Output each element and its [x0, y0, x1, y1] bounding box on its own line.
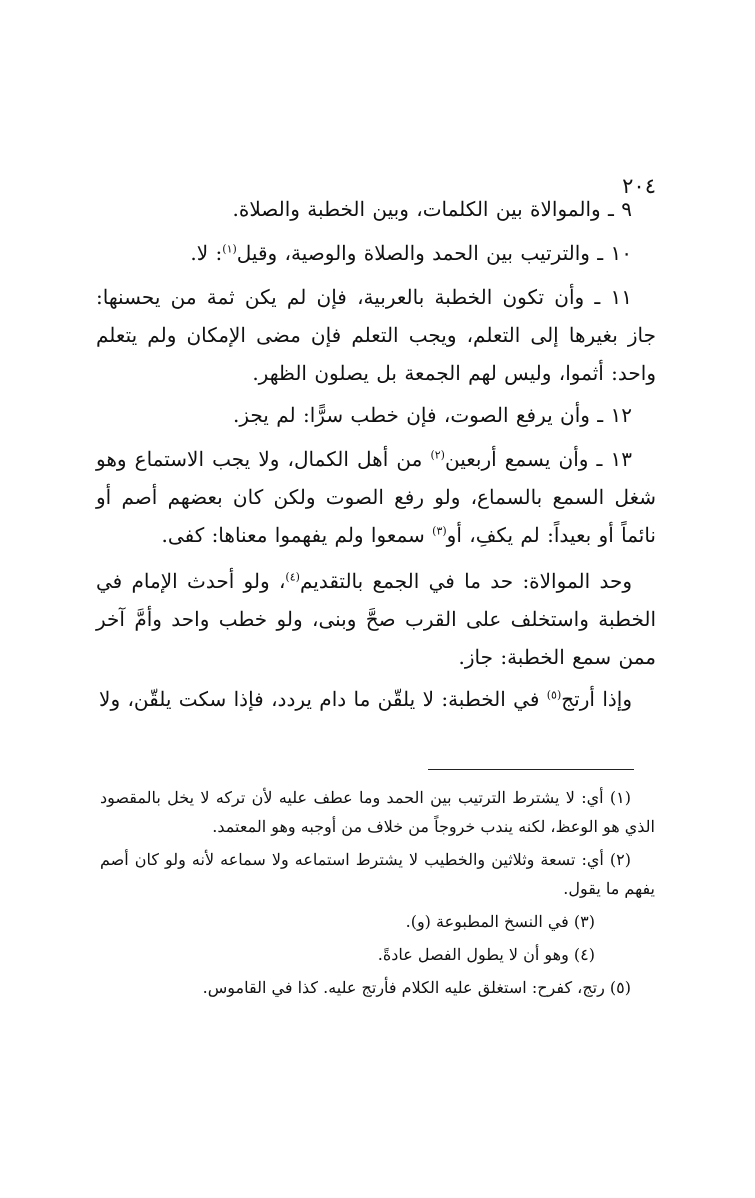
paragraph-irtij-tail: في الخطبة: لا يلقّن ما دام يردد، فإذا سكت يلقّن، ولا: [99, 687, 547, 711]
footnote-ref-5[interactable]: (٥): [546, 688, 562, 702]
paragraph-irtij: [96, 680, 656, 718]
paragraph-muwalat: [96, 562, 656, 676]
footnote-5: (٥) رتج، كفرح: استغلق عليه الكلام فأرتج عليه. كذا في القاموس.: [202, 978, 631, 997]
paragraph-muwalat-tail: ، ولو أحدث الإمام في الخطبة واستخلف على القرب صحَّ وبنى، ولو خطب واحد وأمَّ آخر ممن سمع الخطبة: جاز.: [96, 569, 656, 669]
footnote-separator: [428, 769, 634, 770]
paragraph-12: ١٢ ـ وأن يرفع الصوت، فإن خطب سرًّا: لم يجز.: [233, 403, 632, 427]
footnote-3: (٣) في النسخ المطبوعة (و).: [405, 912, 595, 931]
paragraph-muwalat-text: وحد الموالاة: حد ما في الجمع بالتقديم: [299, 569, 632, 593]
paragraph-13-tail: سمعوا ولم يفهموا معناها: كفى.: [161, 523, 433, 547]
footnote-ref-2[interactable]: (٢): [430, 448, 445, 462]
paragraph-13: [96, 440, 656, 554]
page-number: ٢٠٤: [622, 174, 656, 198]
footnotes: [100, 783, 655, 1002]
paragraph-13-text: ١٣ ـ وأن يسمع أربعين: [444, 447, 633, 471]
footnote-ref-1[interactable]: (١): [222, 242, 237, 256]
footnote-2: (٢) أي: تسعة وثلاثين والخطيب لا يشترط استماعه ولا سماعه لأنه ولو كان أصم يفهم ما يقول.: [100, 850, 655, 898]
paragraph-13-middle: من أهل الكمال، ولا يجب الاستماع وهو شغل السمع بالسماع، ولو رفع الصوت ولكن كان بعضهم أصم أو نائماً أو بعيداً: لم يكفِ، أو: [96, 447, 656, 547]
paragraph-10-tail: : لا.: [190, 241, 223, 265]
footnote-ref-4[interactable]: (٤): [285, 570, 300, 584]
paragraph-10-text: ١٠ ـ والترتيب بين الحمد والصلاة والوصية، وقيل: [236, 241, 632, 265]
paragraph-irtij-text: وإذا أرتج: [561, 687, 632, 711]
paragraph-11: ١١ ـ وأن تكون الخطبة بالعربية، فإن لم يكن ثمة من يحسنها: جاز بغيرها إلى التعلم، ويجب التعلم فإن مضى الإمكان ولم يتعلم واحد: أثموا، وليس لهم الجمعة بل يصلون الظهر.: [96, 285, 656, 385]
main-text: [96, 190, 656, 718]
paragraph-10: [96, 234, 656, 272]
footnote-1: (١) أي: لا يشترط الترتيب بين الحمد وما عطف عليه لأن تركه لا يخل بالمقصود الذي هو الوعظ، لكنه يندب خروجاً من خلاف من أوجبه وهو المعتمد.: [100, 788, 655, 836]
footnote-ref-3[interactable]: (٣): [432, 524, 447, 538]
paragraph-9: ٩ ـ والموالاة بين الكلمات، وبين الخطبة والصلاة.: [232, 197, 632, 221]
footnote-4: (٤) وهو أن لا يطول الفصل عادةً.: [377, 945, 595, 964]
